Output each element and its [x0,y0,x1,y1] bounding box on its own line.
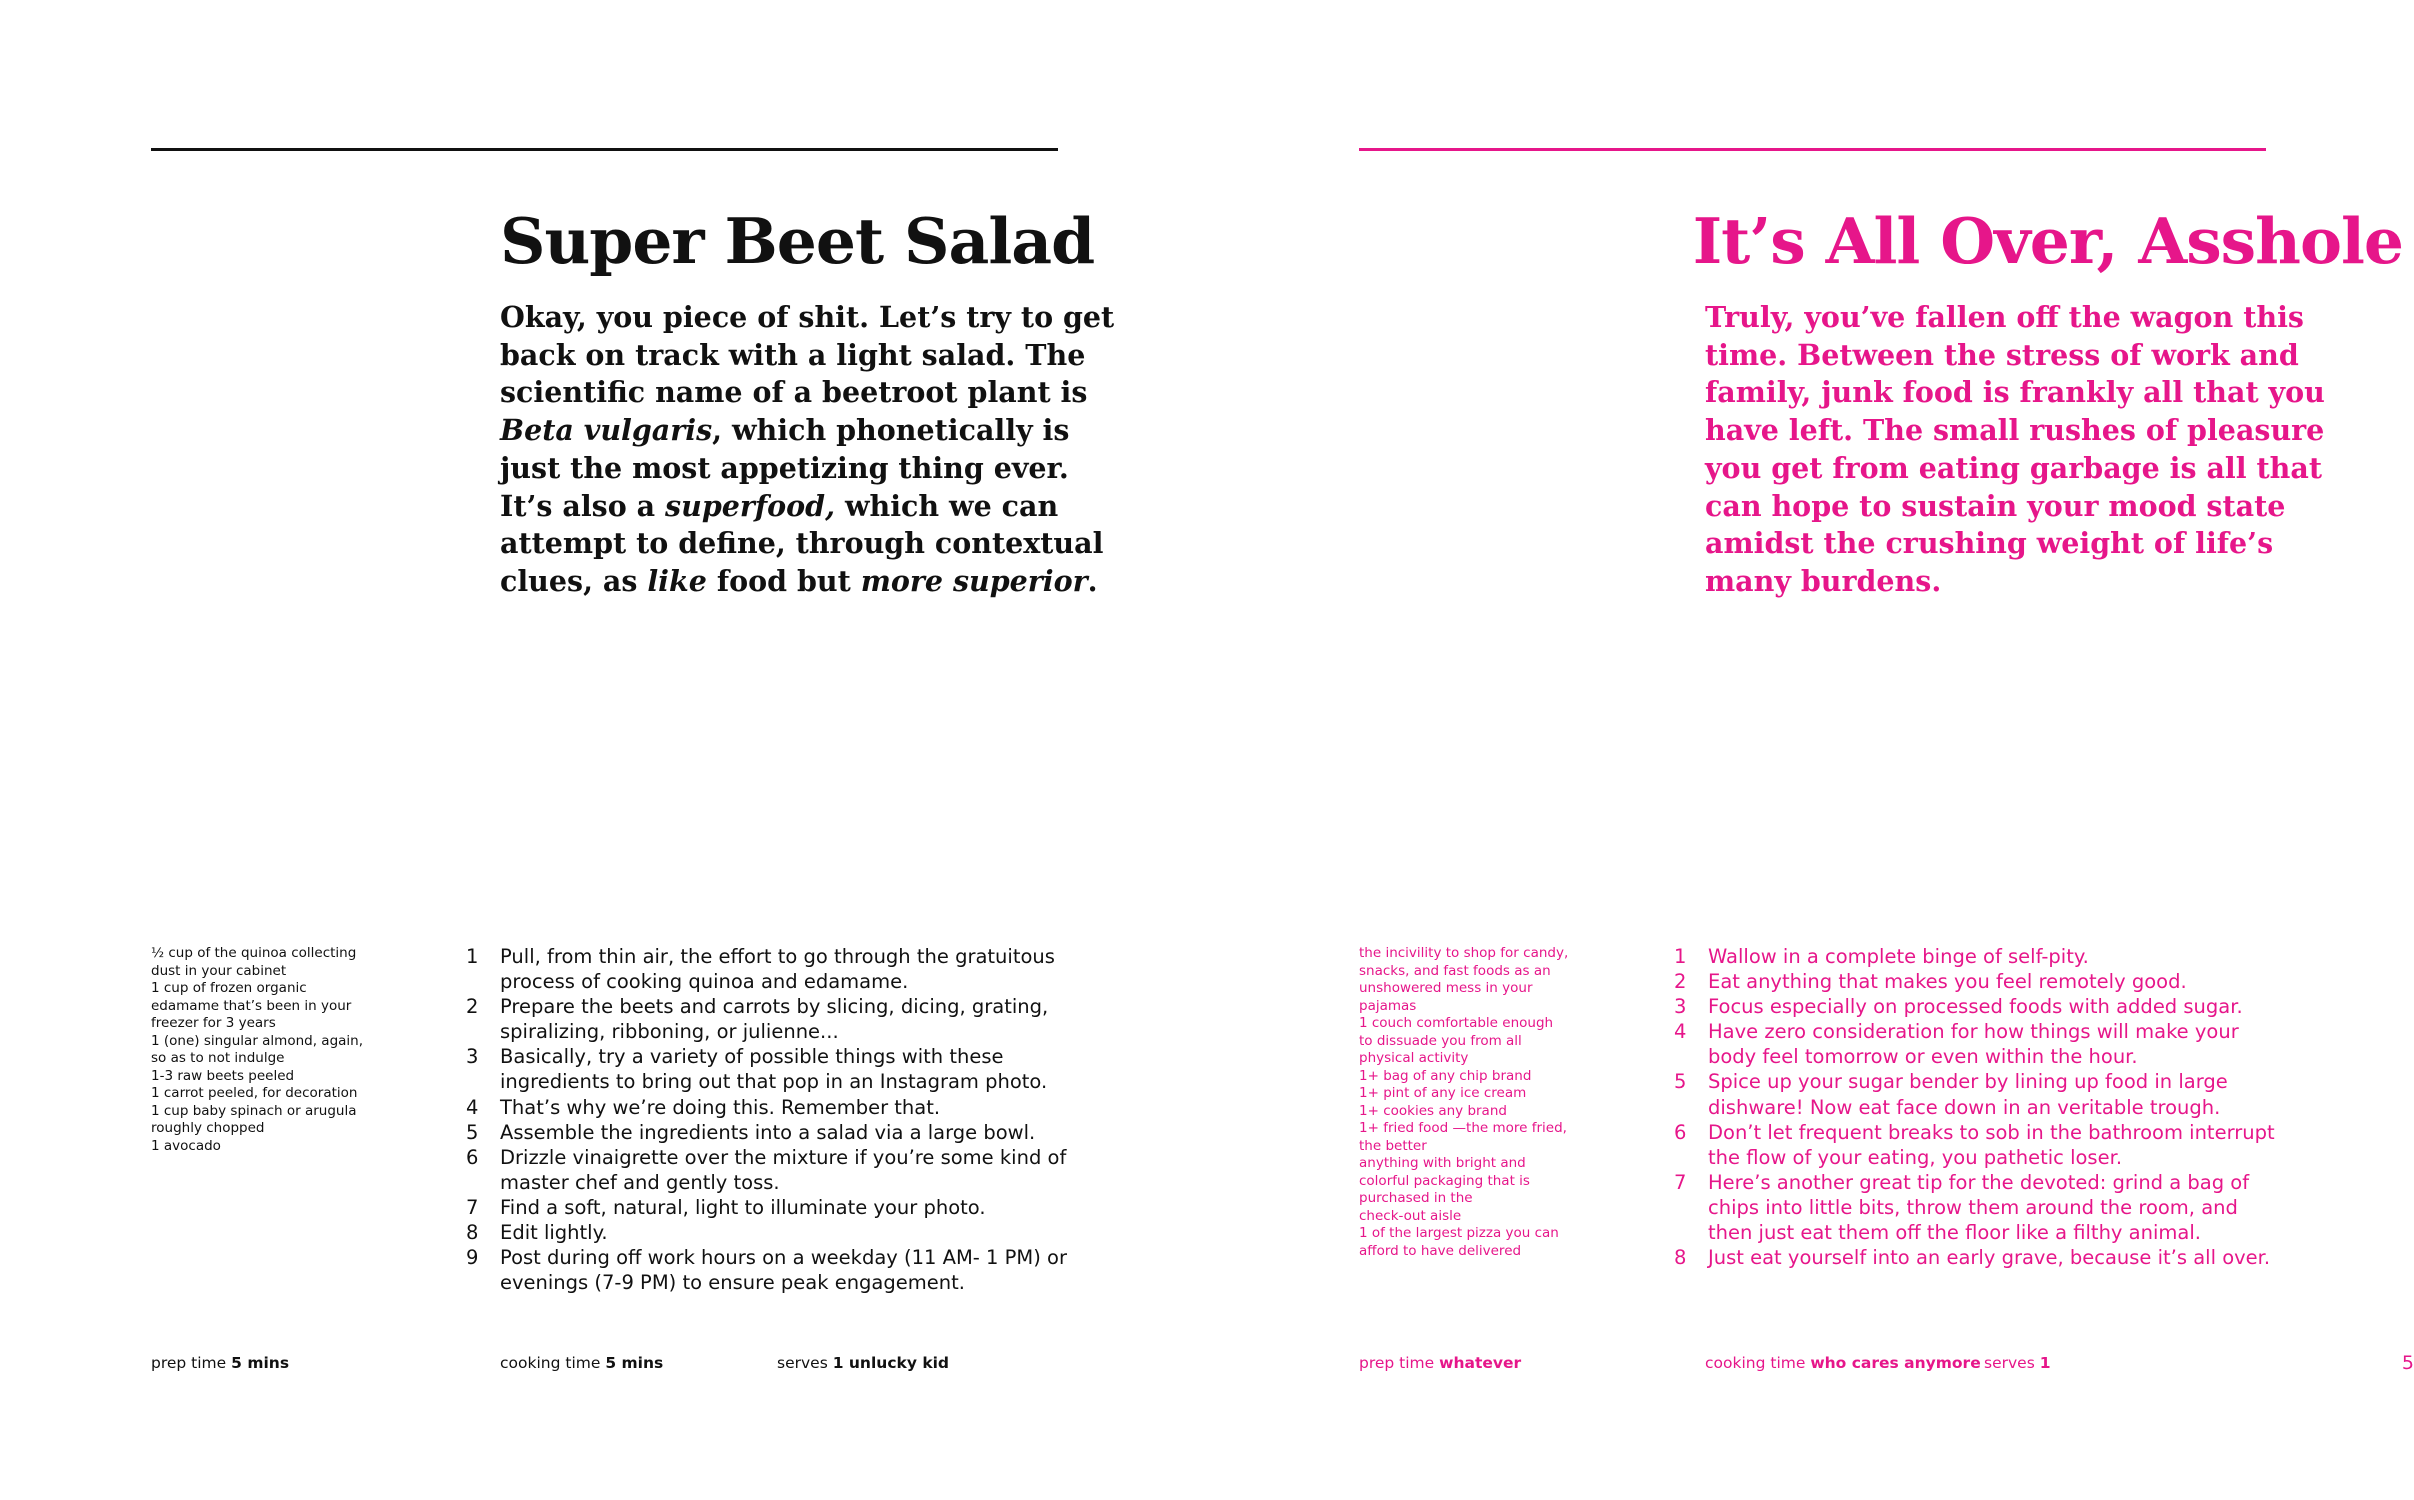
ingredient-item: ½ cup of the quinoa collecting dust in your cabinet [151,945,357,979]
step-item [466,994,1106,1044]
cooking-time-label: cooking time [500,1354,601,1372]
step-number: 3 [1674,995,1687,1019]
prep-time-value: 5 mins [231,1354,290,1372]
step-item [466,1195,1106,1220]
left-page [0,0,1200,1500]
intro-line [1705,374,2325,412]
cooking-time-label: cooking time [1705,1354,1806,1372]
intro-text: family, junk food is frankly all that you [1705,375,2325,410]
intro-line [1705,488,2286,526]
step-item [466,1220,1106,1245]
ingredient-item: 1 of the largest pizza you can afford to have delivered [1359,1225,1559,1259]
recipe-title: Super Beet Salad [500,204,1095,278]
intro-line [500,374,1088,412]
intro-line [1705,337,2299,375]
recipe-intro [500,299,1115,601]
serves [1984,1354,2051,1372]
step-item [1674,1069,2354,1119]
intro-text: Truly, you’ve fallen off the wagon this [1705,300,2304,334]
intro-emphasis: like [647,563,707,598]
step-item [466,1044,1106,1094]
step-text: Here’s another great tip for the devoted: grind a bag of chips into little bits, throw them around the room, and then just eat them off the floor like a filthy animal. [1708,1170,2250,1245]
step-number: 1 [1674,945,1687,968]
prep-time [151,1354,289,1372]
step-item [466,1145,1106,1195]
step-number: 7 [466,1195,479,1219]
step-number: 4 [1674,1020,1687,1044]
recipe-title: It’s All Over, Asshole [1692,204,2403,278]
cooking-time [500,1354,663,1372]
intro-text: just the most appetizing thing ever. [500,450,1069,485]
intro-line [1705,299,2304,337]
intro-line [1705,525,2275,563]
intro-line [1705,563,2275,601]
intro-text: clues, as [500,563,648,598]
step-number: 3 [466,1045,479,1069]
step-number: 7 [1674,1170,1687,1194]
intro-text: It’s also a [500,488,666,523]
step-item [1674,1245,2354,1270]
intro-line [500,563,1098,601]
step-text: Just eat yourself into an early grave, because it’s all over. [1708,1246,2271,1270]
step-text: Focus especially on processed foods with added sugar. [1708,995,2243,1019]
recipe-intro [1705,299,2325,601]
intro-text: attempt to define, through contextual [500,526,1104,561]
step-number: 9 [466,1246,479,1270]
step-text: Wallow in a complete binge of self-pity. [1708,945,2089,968]
intro-text: many burdens. [1705,563,1942,598]
page-number: 5 [2401,1352,2414,1374]
prep-time-label: prep time [1359,1354,1435,1372]
prep-time [1359,1354,1521,1372]
intro-text: you get from eating garbage is all that [1705,450,2323,485]
step-text: That’s why we’re doing this. Remember that. [500,1095,941,1119]
intro-text: which we can [835,488,1059,523]
step-number: 5 [1674,1070,1687,1094]
step-number: 8 [466,1221,479,1245]
step-item [1674,1019,2354,1069]
intro-text: have left. The small rushes of pleasure [1705,413,2325,448]
intro-text: . [1087,563,1098,598]
intro-text: can hope to sustain your mood state [1705,488,2286,523]
ingredient-item: 1 couch comfortable enough to dissuade you from all physical activity [1359,1015,1554,1066]
cooking-time-value: 5 mins [605,1354,664,1372]
intro-text: amidst the crushing weight of life’s [1705,526,2274,561]
steps-list [1674,944,2354,1270]
ingredient-item: 1+ fried food —the more fried, the better [1359,1120,1567,1154]
step-number: 8 [1674,1246,1687,1270]
intro-line [500,488,1075,526]
step-text: Drizzle vinaigrette over the mixture if you’re some kind of master chef and gently toss. [500,1145,1067,1194]
ingredient-item: 1 (one) singular almond, again, so as to not indulge [151,1032,364,1066]
ingredient-item: 1 avocado [151,1137,221,1154]
step-text: Basically, try a variety of possible things with these ingredients to bring out that pop in an Instagram photo. [500,1045,1048,1094]
intro-line [1705,450,2323,488]
ingredient-item: anything with bright and colorful packaging that is purchased in the check-out aisle [1359,1155,1530,1224]
step-number: 1 [466,945,479,968]
intro-text: back on track with a light salad. The [500,337,1086,372]
intro-emphasis: Beta vulgaris [500,413,713,448]
step-text: Prepare the beets and carrots by slicing, dicing, grating, spiralizing, ribboning, or julienne... [500,995,1049,1044]
intro-line [500,299,1115,337]
step-text: Have zero consideration for how things will make your body feel tomorrow or even within the hour. [1708,1020,2239,1069]
intro-line [500,450,1075,488]
intro-line [1705,412,2325,450]
top-rule [1359,148,2266,151]
intro-line [500,412,1075,450]
step-text: Don’t let frequent breaks to sob in the bathroom interrupt the flow of your eating, you pathetic loser. [1708,1120,2275,1169]
intro-line [500,337,1086,375]
ingredient-item: 1 cup of frozen organic edamame that’s been in your freezer for 3 years [151,980,352,1031]
serves-label: serves [1984,1354,2035,1372]
step-text: Eat anything that makes you feel remotely good. [1708,970,2187,994]
step-number: 4 [466,1095,479,1119]
intro-emphasis: superfood, [665,488,836,523]
right-page [1200,0,2414,1500]
intro-text: Okay, you piece of shit. Let’s try to get [500,300,1115,334]
prep-time-label: prep time [151,1354,227,1372]
step-text: Edit lightly. [500,1221,608,1245]
step-item [466,1245,1106,1295]
ingredient-item: 1-3 raw beets peeled [151,1067,295,1084]
step-item [466,1120,1106,1145]
ingredient-item: 1 cup baby spinach or arugula roughly chopped [151,1102,357,1136]
ingredient-item: the incivility to shop for candy, snacks, and fast foods as an unshowered mess in your pajamas [1359,945,1569,1014]
step-item [466,944,1106,994]
serves-label: serves [777,1354,828,1372]
cooking-time [1705,1354,1981,1372]
intro-text: time. Between the stress of work and [1705,337,2299,372]
cooking-time-value: who cares anymore [1810,1354,1981,1372]
step-item [466,1095,1106,1120]
intro-emphasis: more superior [860,563,1088,598]
serves-value: 1 unlucky kid [832,1354,950,1372]
prep-time-value: whatever [1439,1354,1522,1372]
ingredient-item: 1 carrot peeled, for decoration [151,1085,358,1101]
step-item [1674,969,2354,994]
intro-text: , which phonetically is [712,413,1070,448]
step-text: Spice up your sugar bender by lining up food in large dishware! Now eat face down in an veritable trough. [1708,1070,2228,1119]
intro-text: scientific name of a beetroot plant is [500,375,1088,410]
top-rule [151,148,1058,151]
serves [777,1354,949,1372]
intro-line [500,525,1104,563]
step-text: Find a soft, natural, light to illuminate your photo. [500,1195,986,1219]
serves-value: 1 [2039,1354,2051,1372]
step-item [1674,1170,2354,1245]
step-number: 2 [1674,970,1687,994]
intro-text: food but [706,563,861,598]
step-number: 6 [1674,1120,1687,1144]
step-item [1674,994,2354,1019]
step-item [1674,944,2354,969]
ingredient-item: 1+ pint of any ice cream [1359,1085,1527,1101]
steps-list [466,944,1106,1295]
step-number: 5 [466,1120,479,1144]
ingredient-item: 1+ bag of any chip brand [1359,1067,1532,1084]
step-text: Pull, from thin air, the effort to go through the gratuitous process of cooking quinoa and edamame. [500,945,1055,994]
step-text: Post during off work hours on a weekday (11 AM- 1 PM) or evenings (7-9 PM) to ensure peak engagement. [500,1246,1067,1295]
step-number: 2 [466,995,479,1019]
step-number: 6 [466,1145,479,1169]
ingredient-item: 1+ cookies any brand [1359,1102,1507,1119]
ingredients-list [151,945,391,1155]
ingredients-list [1359,945,1599,1260]
step-item [1674,1120,2354,1170]
step-text: Assemble the ingredients into a salad via a large bowl. [500,1120,1036,1144]
